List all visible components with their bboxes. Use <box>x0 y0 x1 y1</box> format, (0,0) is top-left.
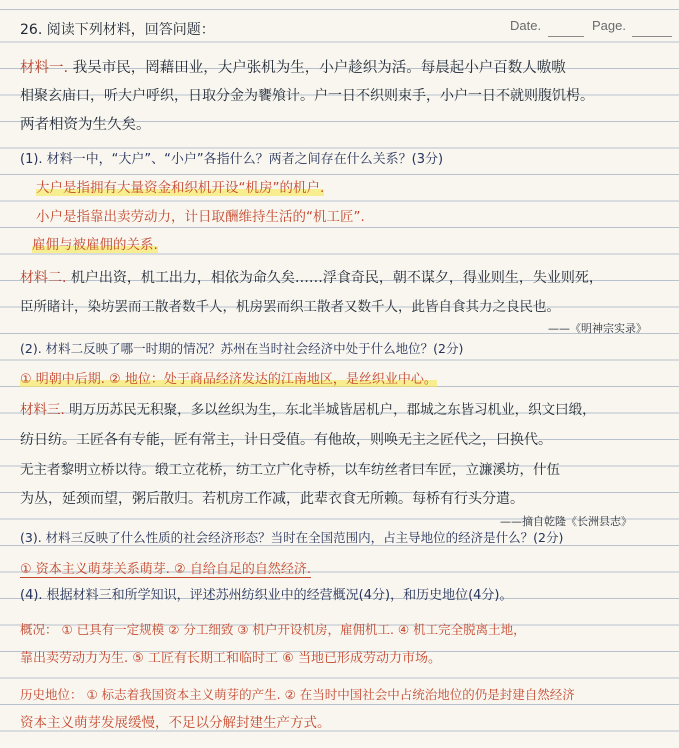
material-one-line-2: 相聚玄庙口，听大户呼织，日取分金为饔飧计。户一日不织则束手，小户一日不就则腹饥枵。 <box>20 88 594 104</box>
material-two-label: 材料二. <box>20 270 67 286</box>
material-three-line-2: 纺日纺。工匠各有专能，匠有常主，计日受值。有他故，则唤无主之匠代之，曰换代。 <box>20 432 552 448</box>
answer-4-text-1: ① 已具有一定规模 ② 分工细致 ③ 机户开设机房，雇佣机工. ④ 机工完全脱离土地， <box>61 622 526 637</box>
answer-1-line-3 <box>32 233 671 257</box>
answer-4-line-1 <box>20 618 671 642</box>
answer-5-line-1 <box>20 683 671 707</box>
answer-1-text-1: 大户是指拥有大量资金和织机开设“机房”的机户. <box>36 180 325 196</box>
question-4: (4). 根据材料三和所学知识，评述苏州纺织业中的经营概况(4分)，和历史地位(4分)。 <box>20 588 513 603</box>
material-one-text-1: 我吴市民，罔藉田业，大户张机为生，小户趁织为活。每晨起小户百数人嗷嗷 <box>72 60 566 76</box>
answer-3-text: ① 资本主义萌芽关系萌芽. ② 自给自足的自然经济. <box>20 562 311 577</box>
material-three-line-3: 无主者黎明立桥以待。缎工立花桥，纺工立广化寺桥，以车纺丝者曰车匠，立濂溪坊，什伍 <box>20 462 560 478</box>
material-three-text-1: 明万历苏民无积聚，多以丝织为生，东北半城皆居机户，郡城之东皆习机业，织文曰缎， <box>69 402 596 418</box>
question-1: (1). 材料一中，“大户”、“小户”各指什么？两者之间存在什么关系？(3分) <box>20 152 444 167</box>
question-2: (2). 材料二反映了哪一时期的情况？苏州在当时社会经济中处于什么地位？(2分) <box>20 341 464 356</box>
answer-1-line-2: 小户是指靠出卖劳动力，计日取酬维持生活的“机工匠”. <box>36 209 365 225</box>
answer-1-text-3: 雇佣与被雇佣的关系. <box>32 237 158 253</box>
answer-4-line-2: 靠出卖劳动力为生. ⑤ 工匠有长期工和临时工 ⑥ 当地已形成劳动力市场。 <box>20 651 441 666</box>
material-one-label: 材料一. <box>20 60 69 76</box>
answer-3 <box>20 558 671 582</box>
material-three-label: 材料三. <box>20 402 65 418</box>
question-title: 26. 阅读下列材料，回答问题： <box>20 22 215 38</box>
material-two-text-1: 机户出资，机工出力，相依为命久矣……浮食奇民，朝不谋夕，得业则生，失业则死， <box>70 270 603 286</box>
answer-2 <box>20 368 671 392</box>
material-one-line-3: 两者相资为生久矣。 <box>20 117 151 133</box>
material-one-line-1 <box>20 56 671 80</box>
material-two-line-1 <box>20 266 671 290</box>
answer-1-line-1 <box>36 176 671 200</box>
answer-5-text-1: ① 标志着我国资本主义萌芽的产生. ② 在当时中国社会中占统治地位的仍是封建自然经济 <box>86 687 575 702</box>
page-label: Page. <box>592 18 626 33</box>
answer-4-label: 概况： <box>20 622 58 637</box>
material-three-source: ——摘自乾隆《长洲县志》 <box>500 515 632 528</box>
answer-5-label: 历史地位： <box>20 687 83 702</box>
date-label: Date. <box>510 18 542 33</box>
material-two-line-2: 臣所睹计，染坊罢而工散者数千人，机房罢而织工散者又数千人，此皆自食其力之良民也。 <box>20 299 560 315</box>
question-3: (3). 材料三反映了什么性质的社会经济形态？当时在全国范围内，占主导地位的经济是什么？(2分) <box>20 530 564 545</box>
material-three-line-1 <box>20 398 671 422</box>
material-three-line-4: 为丛，延颈而望，粥后散归。若机房工作减，此辈衣食无所赖。每桥有行头分遣。 <box>20 491 524 507</box>
answer-2-text: ① 明朝中后期. ② 地位：处于商品经济发达的江南地区，是丝织业中心。 <box>20 372 437 387</box>
answer-5-line-2: 资本主义萌芽发展缓慢，不足以分解封建生产方式。 <box>20 715 331 731</box>
material-two-source: ——《明神宗实录》 <box>548 322 647 335</box>
